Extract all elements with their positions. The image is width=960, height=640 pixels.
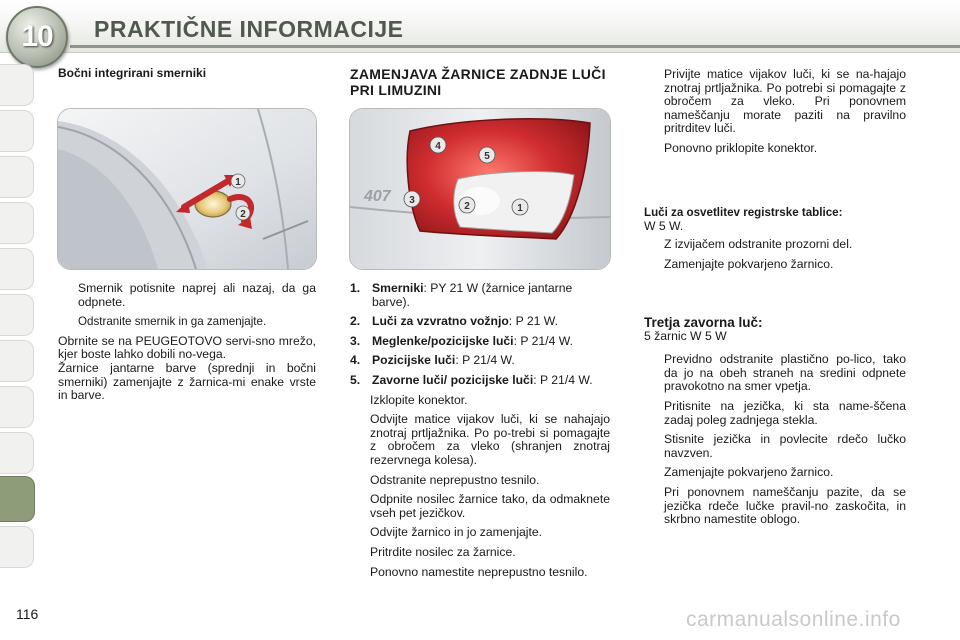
list-item: Previdno odstranite plastično po-lico, tako da jo na obeh straneh na sredini odpnete pravokotno na smer vpetja. (644, 353, 906, 394)
third-brake-light-bulb: 5 žarnic W 5 W (644, 328, 727, 343)
section-heading-rear-lamp: ZAMENJAVA ŽARNICE ZADNJE LUČI PRI LIMUZINI (350, 66, 606, 98)
callout-5: 5 (484, 151, 490, 162)
rear-lamp-photo (349, 108, 611, 270)
side-indicator-photo (57, 108, 317, 270)
list-item: Odstranite neprepustno tesnilo. (350, 474, 610, 488)
plate-light-bulb: W 5 W. (644, 218, 684, 233)
middle-column-text (350, 282, 610, 585)
right-column-plate (644, 206, 906, 277)
list-item: Privijte matice vijakov luči, ki se na-hajajo znotraj prtljažnika. Po potrebi si pomagajte z obročem za vleko. Pri ponovnem nameščanju morate paziti na pravilno pritrditev luči. (644, 68, 906, 136)
pointer-icon (644, 258, 664, 272)
pointer-icon (644, 486, 664, 527)
pointer-icon (644, 142, 664, 156)
list-item: Odvijte matice vijakov luči, ki se nahajajo znotraj prtljažnika. Po po-trebi si pomagajte z obročem za vleko (shranjen znotraj rezervnega kolesa). (350, 413, 610, 467)
callout-1: 1 (235, 177, 241, 188)
list-item: 3. Meglenke/pozicijske luči: P 21/4 W. (350, 333, 573, 348)
pointer-icon (350, 546, 370, 560)
list-item: 4. Pozicijske luči: P 21/4 W. (350, 353, 515, 368)
chapter-tab[interactable] (0, 156, 34, 198)
list-item: Ponovno namestite neprepustno tesnilo. (350, 566, 610, 580)
list-item: 2. Luči za vzvratno vožnjo: P 21 W. (350, 314, 559, 329)
chapter-tab-active[interactable] (0, 476, 35, 522)
list-item: Stisnite jezička in povlecite rdečo lučko navzven. (644, 433, 906, 460)
list-item: 5. Zavorne luči/ pozicijske luči: P 21/4 W. (350, 372, 593, 387)
callout-2: 2 (240, 209, 246, 220)
list-item: Izklopite konektor. (350, 394, 610, 408)
chapter-tab[interactable] (0, 64, 34, 106)
pointer-icon (350, 394, 370, 408)
page-title: PRAKTIČNE INFORMACIJE (94, 16, 404, 42)
list-item: 1. Smerniki: PY 21 W (žarnice jantarne barve). (350, 281, 573, 309)
section-heading-side-indicators: Bočni integrirani smerniki (58, 66, 207, 80)
pointer-icon (644, 238, 664, 252)
chapter-tabs (0, 64, 36, 574)
list-item: Ponovno priklopite konektor. (644, 142, 906, 156)
left-column-text (58, 282, 316, 403)
pointer-icon (644, 353, 664, 394)
callout-2: 2 (464, 201, 470, 212)
chapter-tab[interactable] (0, 294, 34, 336)
pointer-icon (644, 433, 664, 460)
pointer-icon (350, 526, 370, 540)
list-item: Pritrdite nosilec za žarnice. (350, 546, 610, 560)
right-column-top (644, 68, 906, 162)
third-brake-light-heading: Tretja zavorna luč: (644, 315, 763, 330)
pointer-icon (644, 466, 664, 480)
pointer-icon (350, 493, 370, 520)
chapter-tab[interactable] (0, 202, 34, 244)
pointer-icon (350, 474, 370, 488)
list-item: Pritisnite na jezička, ki sta name-ščena zadaj poleg zadnjega stekla. (644, 400, 906, 427)
chapter-tab[interactable] (0, 340, 34, 382)
callout-1: 1 (517, 203, 523, 214)
list-item: Zamenjajte pokvarjeno žarnico. (644, 258, 906, 272)
header-rule (70, 45, 960, 48)
pointer-icon (58, 315, 78, 329)
list-item: Z izvijačem odstranite prozorni del. (644, 238, 906, 252)
page-number: 116 (16, 606, 39, 622)
model-badge: 407 (364, 188, 391, 205)
callout-3: 3 (409, 195, 415, 206)
chapter-tab[interactable] (0, 432, 34, 474)
paragraph: Žarnice jantarne barve (sprednji in bočni smerniki) zamenjajte z žarnica-mi enake vrste in barve. (58, 360, 316, 403)
pointer-icon (644, 68, 664, 136)
watermark: carmanualsonline.info (686, 608, 901, 631)
list-item: Zamenjajte pokvarjeno žarnico. (644, 466, 906, 480)
list-item: Odvijte žarnico in jo zamenjajte. (350, 526, 610, 540)
chapter-badge (6, 6, 68, 68)
pointer-icon (58, 282, 78, 309)
chapter-tab[interactable] (0, 110, 34, 152)
paragraph: Obrnite se na PEUGEOTOVO servi-sno mrežo, kjer boste lahko dobili no-vega. (58, 333, 316, 362)
chapter-tab[interactable] (0, 526, 34, 568)
callout-4: 4 (435, 141, 441, 152)
chapter-tab[interactable] (0, 248, 34, 290)
chapter-tab[interactable] (0, 386, 34, 428)
list-item: Pri ponovnem nameščanju pazite, da se jezička rdeče lučke pravil-no zaskočita, in skrbno namestite oblogo. (644, 486, 906, 527)
chapter-number: 10 (21, 20, 53, 53)
list-item: Smernik potisnite naprej ali nazaj, da ga odpnete. (58, 282, 316, 309)
pointer-icon (350, 413, 370, 467)
list-item: Odpnite nosilec žarnice tako, da odmaknete vseh pet jezičkov. (350, 493, 610, 520)
right-column-third (644, 316, 906, 533)
pointer-icon (350, 566, 370, 580)
pointer-icon (644, 400, 664, 427)
plate-light-heading: Luči za osvetlitev registrske tablice: (644, 206, 843, 219)
list-item: Odstranite smernik in ga zamenjajte. (58, 315, 316, 329)
